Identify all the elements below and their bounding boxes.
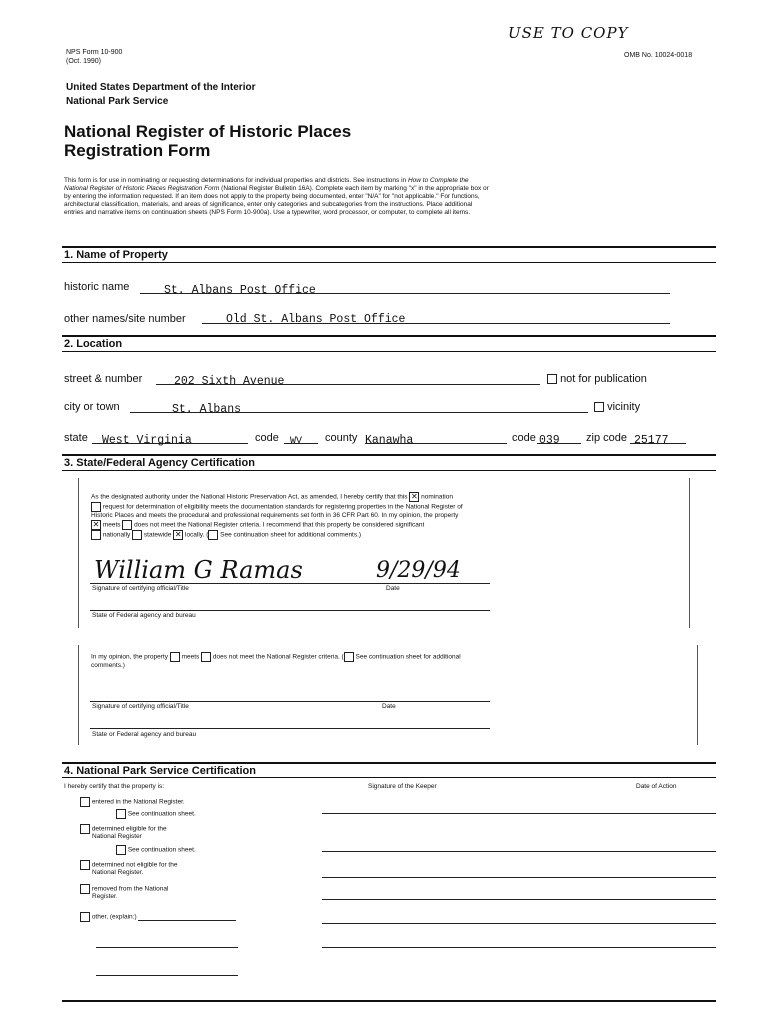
removed-option[interactable]: removed from the National bbox=[80, 884, 168, 894]
checkbox-icon bbox=[116, 809, 126, 819]
code-label: code bbox=[255, 432, 279, 444]
not-eligible-option-cont: National Register. bbox=[92, 869, 144, 876]
checkbox-icon bbox=[594, 402, 604, 412]
street-field[interactable]: 202 Sixth Avenue bbox=[156, 371, 540, 385]
eligible-option-cont: National Register bbox=[92, 833, 142, 840]
signature-date: 9/29/94 bbox=[376, 558, 461, 583]
explain-line[interactable] bbox=[96, 946, 238, 948]
meets-checkbox[interactable] bbox=[91, 520, 101, 530]
keeper-label: Signature of the Keeper bbox=[368, 783, 437, 790]
service: National Park Service bbox=[66, 96, 169, 107]
nationally-checkbox[interactable] bbox=[91, 530, 101, 540]
page-title: National Register of Historic Places bbox=[64, 122, 352, 141]
keeper-line[interactable] bbox=[322, 922, 716, 924]
keeper-line[interactable] bbox=[322, 850, 716, 852]
agency-label: State of Federal agency and bureau bbox=[92, 612, 196, 619]
department: United States Department of the Interior bbox=[66, 82, 256, 93]
page-subtitle: Registration Form bbox=[64, 141, 211, 160]
signature-line-2[interactable] bbox=[90, 700, 490, 702]
action-date-label: Date of Action bbox=[636, 783, 677, 790]
section-1-heading: 1. Name of Property bbox=[64, 249, 168, 261]
other-explain-line[interactable] bbox=[138, 912, 236, 921]
county-field[interactable]: Kanawha bbox=[365, 430, 507, 444]
other-names-field[interactable]: Old St. Albans Post Office bbox=[202, 309, 670, 324]
checkbox-icon bbox=[80, 824, 90, 834]
divider bbox=[62, 351, 716, 352]
not-for-publication[interactable]: not for publication bbox=[547, 373, 647, 385]
other-option[interactable]: other, (explain:) bbox=[80, 912, 137, 922]
county-code-label: code bbox=[512, 432, 536, 444]
see-continuation-2[interactable]: See continuation sheet. bbox=[116, 845, 196, 855]
divider bbox=[62, 246, 716, 248]
checkbox-icon bbox=[80, 912, 90, 922]
historic-name-label: historic name bbox=[64, 281, 130, 293]
nomination-checkbox[interactable] bbox=[409, 492, 419, 502]
keeper-line[interactable] bbox=[322, 898, 716, 900]
request-checkbox[interactable] bbox=[91, 502, 101, 512]
divider bbox=[62, 262, 716, 263]
explain-line[interactable] bbox=[96, 974, 238, 976]
does-not-meet-checkbox[interactable] bbox=[122, 520, 132, 530]
form-date: (Oct. 1990) bbox=[66, 58, 102, 65]
certify-text: I hereby certify that the property is: bbox=[64, 783, 165, 790]
state-code-field[interactable]: WV bbox=[284, 430, 318, 444]
signature-label-2: Signature of certifying official/Title bbox=[92, 703, 189, 710]
county-code-field[interactable]: 039 bbox=[537, 430, 581, 444]
other-names-label: other names/site number bbox=[64, 313, 186, 325]
intro-text: This form is for use in nominating or requesting determinations for individual properties and districts. See instructions in How to Complete the National Register of Historic Places Registration Form (National Register Bulletin 16A). Complete each item by marking "x" in the appropriate box or by entering the information requested. If an item does not apply to the property being documented, enter "N/A" for "not applicable." For functions, architectural classification, materials, and areas of significance, enter only categories and subcategories from the instructions. Place additional entries and narrative items on continuation sheets (NPS Form 10-900a). Use a typewriter, word processor, or computer, to complete all items. bbox=[64, 177, 489, 216]
agency-label-2: State or Federal agency and bureau bbox=[92, 731, 197, 738]
handwritten-note: USE TO COPY bbox=[508, 24, 629, 42]
form-number: NPS Form 10-900 bbox=[66, 49, 123, 56]
signature-label: Signature of certifying official/Title bbox=[92, 585, 189, 592]
omb-number: OMB No. 10024-0018 bbox=[624, 52, 693, 59]
checkbox-icon bbox=[80, 797, 90, 807]
opinion-does-not-checkbox[interactable] bbox=[201, 652, 211, 662]
date-label: Date bbox=[386, 585, 400, 592]
date-label-2: Date bbox=[382, 703, 396, 710]
checkbox-icon bbox=[80, 860, 90, 870]
locally-checkbox[interactable] bbox=[173, 530, 183, 540]
section-4-heading: 4. National Park Service Certification bbox=[64, 765, 256, 777]
section-2-heading: 2. Location bbox=[64, 338, 123, 350]
city-label: city or town bbox=[64, 401, 120, 413]
checkbox-icon bbox=[116, 845, 126, 855]
state-label: state bbox=[64, 432, 88, 444]
zip-label: zip code bbox=[586, 432, 627, 444]
keeper-line[interactable] bbox=[322, 876, 716, 878]
removed-option-cont: Register. bbox=[92, 893, 118, 900]
opinion-continuation-checkbox[interactable] bbox=[344, 652, 354, 662]
divider bbox=[62, 762, 716, 764]
agency-line-2[interactable] bbox=[90, 727, 490, 729]
signature: William G Ramas bbox=[94, 556, 303, 584]
not-eligible-option[interactable]: determined not eligible for the bbox=[80, 860, 177, 870]
divider bbox=[62, 470, 716, 471]
eligible-option[interactable]: determined eligible for the bbox=[80, 824, 167, 834]
city-field[interactable]: St. Albans bbox=[130, 399, 588, 413]
opinion-meets-checkbox[interactable] bbox=[170, 652, 180, 662]
historic-name-field[interactable]: St. Albans Post Office bbox=[140, 280, 670, 294]
certification-text: As the designated authority under the National Historic Preservation Act, as amended, I hereby certify that this ✕ nomination request for determination of eligibility meets the documentation standards for registering properties in the National Register of Historic Places and meets the procedural and professional requirements set forth in 36 CFR Part 60. In my opinion, the property ✕ meets does not meet the National Register criteria. I recommend that this property be considered significant nationally statewide ✕ locally. ( See continuation sheet for additional comments.) bbox=[91, 492, 691, 540]
street-label: street & number bbox=[64, 373, 143, 385]
agency-line[interactable] bbox=[90, 609, 490, 611]
checkbox-icon bbox=[547, 374, 557, 384]
signature-line[interactable] bbox=[90, 582, 490, 584]
divider bbox=[62, 335, 716, 337]
entered-option[interactable]: entered in the National Register. bbox=[80, 797, 185, 807]
county-label: county bbox=[325, 432, 358, 444]
state-field[interactable]: West Virginia bbox=[92, 430, 248, 444]
keeper-line[interactable] bbox=[322, 946, 716, 948]
vicinity[interactable]: vicinity bbox=[594, 401, 640, 413]
keeper-line[interactable] bbox=[322, 812, 716, 814]
divider bbox=[62, 454, 716, 456]
statewide-checkbox[interactable] bbox=[132, 530, 142, 540]
zip-field[interactable]: 25177 bbox=[630, 430, 686, 444]
see-continuation-1[interactable]: See continuation sheet. bbox=[116, 809, 196, 819]
checkbox-icon bbox=[80, 884, 90, 894]
continuation-checkbox[interactable] bbox=[208, 530, 218, 540]
section-3-heading: 3. State/Federal Agency Certification bbox=[64, 457, 255, 469]
divider bbox=[62, 777, 716, 778]
bottom-border bbox=[62, 1000, 716, 1002]
opinion-text: In my opinion, the property meets does not meet the National Register criteria. ( See continuation sheet for additional comments.) bbox=[91, 653, 461, 669]
